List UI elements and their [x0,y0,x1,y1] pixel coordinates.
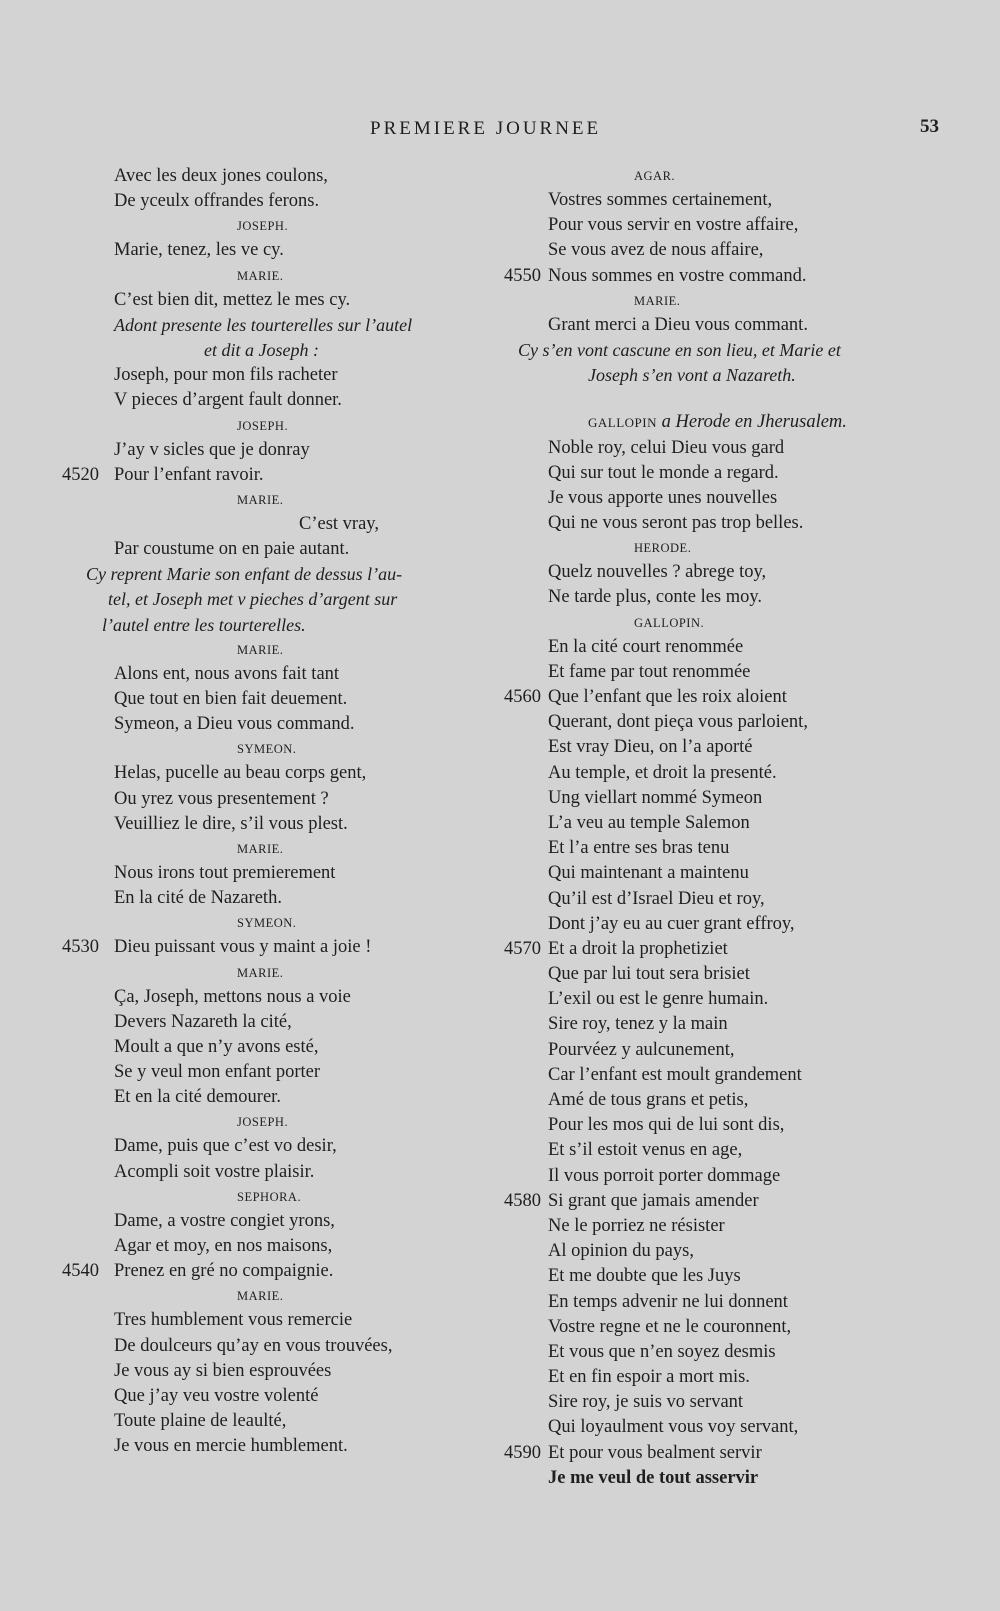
verse-text: Ung viellart nommé Symeon [548,787,763,808]
verse-line [506,635,926,660]
stage-direction-text: l’autel entre les tourterelles. [102,614,306,635]
verse-line [506,1264,926,1289]
verse-text: Qui maintenant a maintenu [548,863,749,884]
verse-text: Marie, tenez, les ve cy. [114,240,284,261]
verse-text: Pourvéez y aulcunement, [548,1039,735,1060]
line-number: 4580 [504,1190,541,1211]
verse-line [506,1164,926,1189]
verse-text: Vostres sommes certainement, [548,190,773,210]
verse-text: Et l’a entre ses bras tenu [548,838,730,859]
speaker-name [62,488,482,512]
verse-line [62,164,482,189]
verse-line [506,1138,926,1163]
speaker-label: GALLOPIN [588,415,657,431]
stage-direction-text: tel, et Joseph met v pieches d’argent sur [108,589,398,610]
verse-line [62,1308,482,1333]
verse-text: C’est vray, [299,513,379,534]
speaker-label: AGAR. [634,169,676,183]
verse-line [62,687,482,712]
stage-direction [506,338,926,363]
verse-text: Dame, a vostre congiet yrons, [114,1210,335,1231]
verse-text: Nous sommes en vostre command. [548,265,807,286]
stage-direction [62,313,482,338]
verse-text: Symeon, a Dieu vous command. [114,714,355,735]
verse-line [62,935,482,960]
speaker-label: MARIE. [237,1289,284,1304]
verse-text: Et pour vous bealment servir [548,1442,762,1463]
stage-direction [62,613,482,638]
line-number: 4560 [504,687,541,707]
verse-line [506,436,926,461]
verse-line [506,188,926,213]
verse-text: Ça, Joseph, mettons nous a voie [114,986,351,1007]
scene-heading [506,410,926,435]
speaker-label: JOSEPH. [237,1115,289,1130]
verse-line [62,1384,482,1409]
verse-text: Et vous que n’en soyez desmis [548,1341,776,1362]
verse-line [506,486,926,511]
speaker-label: MARIE. [237,268,284,283]
speaker-name [62,961,482,985]
line-number: 4590 [504,1442,541,1463]
verse-line [506,811,926,836]
verse-text: L’exil ou est le genre humain. [548,989,769,1010]
verse-line [62,1334,482,1359]
verse-line [506,710,926,735]
verse-line [62,861,482,886]
stage-direction [62,587,482,612]
verse-line [62,1085,482,1110]
verse-line [506,1113,926,1138]
verse-line [62,1010,482,1035]
verse-text: Nous irons tout premierement [114,862,336,883]
verse-line [62,288,482,313]
verse-text: Toute plaine de leaulté, [114,1411,287,1432]
verse-text: Qui ne vous seront pas trop belles. [548,513,804,534]
verse-line [506,861,926,886]
verse-text: Ne tarde plus, conte les moy. [548,587,763,608]
speaker-label: MARIE. [237,492,284,507]
verse-text: Amé de tous grans et petis, [548,1090,749,1110]
verse-line [506,685,926,710]
verse-line [62,1209,482,1234]
verse-text: Al opinion du pays, [548,1241,694,1262]
page-number: 53 [920,116,939,137]
verse-text: Querant, dont pieça vous parloient, [548,712,808,733]
running-header: PREMIERE JOURNEE [370,118,602,139]
verse-text: Tres humblement vous remercie [114,1310,353,1331]
verse-text: Je vous en mercie humblement. [114,1436,348,1457]
speaker-name [62,1185,482,1209]
verse-line [62,1060,482,1085]
speaker-name [62,264,482,288]
verse-text: Pour les mos qui de lui sont dis, [548,1115,785,1136]
verse-text: En la cité court renommée [548,636,744,657]
verse-text: Veuilliez le dire, s’il vous plest. [114,813,348,834]
verse-text: Et s’il estoit venus en age, [548,1140,743,1161]
verse-line [506,264,926,289]
verse-text: Je me veul de tout asservir [548,1467,759,1488]
speaker-name [62,911,482,935]
verse-line [506,1189,926,1214]
verse-line [506,887,926,912]
line-number: 4570 [504,938,541,959]
verse-line [62,761,482,786]
verse-text: Que j’ay veu vostre volenté [114,1385,319,1406]
verse-line [62,1409,482,1434]
stage-direction [506,363,926,388]
verse-line [506,836,926,861]
verse-text: Joseph, pour mon fils racheter [114,365,338,386]
verse-text: Vostre regne et ne le couronnent, [548,1316,792,1337]
line-number: 4540 [62,1261,99,1282]
speaker-name [506,164,926,188]
verse-line [62,388,482,413]
stage-direction [62,562,482,587]
speaker-name [62,837,482,861]
verse-text: Sire roy, je suis vo servant [548,1392,744,1413]
verse-text: Dieu puissant vous y maint a joie ! [114,937,372,958]
verse-line [506,786,926,811]
verse-text: Et en fin espoir a mort mis. [548,1367,750,1388]
verse-text: Se vous avez de nous affaire, [548,240,764,261]
verse-text: Grant merci a Dieu vous commant. [548,314,808,335]
verse-text: En temps advenir ne lui donnent [548,1291,788,1312]
verse-line [506,987,926,1012]
verse-text: Est vray Dieu, on l’a aporté [548,737,753,758]
verse-line [506,1365,926,1390]
verse-line [506,313,926,338]
verse-line [506,1088,926,1113]
verse-text: Et en la cité demourer. [114,1087,281,1108]
speaker-name [62,214,482,238]
verse-text: Je vous apporte unes nouvelles [548,487,778,508]
speaker-name [62,1110,482,1134]
speaker-name [506,536,926,560]
verse-line [506,585,926,610]
verse-line [506,660,926,685]
speaker-name [62,414,482,438]
verse-line [506,461,926,486]
verse-line [62,463,482,488]
verse-line [506,1290,926,1315]
verse-line [62,438,482,463]
verse-line [506,1390,926,1415]
line-number: 4530 [62,937,99,958]
verse-line [62,189,482,214]
verse-line [62,1160,482,1185]
verse-line [506,560,926,585]
verse-text: L’a veu au temple Salemon [548,812,750,833]
stage-direction [62,338,482,363]
verse-text: Ne le porriez ne résister [548,1215,725,1236]
speaker-label: SEPHORA. [237,1189,302,1204]
verse-line [62,787,482,812]
verse-text: C’est bien dit, mettez le mes cy. [114,289,351,310]
verse-line [506,1214,926,1239]
speaker-label: MARIE. [237,965,284,980]
verse-text: Par coustume on en paie autant. [114,539,350,560]
stage-direction-text: Cy s’en vont cascune en son lieu, et Marie et [518,339,841,360]
verse-line [62,1259,482,1284]
verse-line [62,537,482,562]
verse-line [62,985,482,1010]
verse-text: Acompli soit vostre plaisir. [114,1161,315,1182]
verse-text: En la cité de Nazareth. [114,888,282,909]
speaker-name [62,638,482,662]
left-column [62,164,482,1460]
verse-line [62,662,482,687]
verse-text: Alons ent, nous avons fait tant [114,663,340,684]
stage-direction-text: Cy reprent Marie son enfant de dessus l’au- [86,564,403,585]
verse-text: Et fame par tout renommée [548,661,751,682]
speaker-label: MARIE. [237,841,284,856]
verse-line [62,886,482,911]
verse-text: De yceulx offrandes ferons. [114,191,320,212]
verse-text: Moult a que n’y avons esté, [114,1036,319,1057]
verse-text: Au temple, et droit la presenté. [548,762,777,783]
verse-line [506,761,926,786]
verse-text: Si grant que jamais amender [548,1190,759,1211]
verse-line [506,735,926,760]
line-number: 4550 [504,265,541,286]
speaker-label: HERODE. [634,541,692,556]
verse-line [62,1359,482,1384]
verse-line [62,1134,482,1159]
verse-line [506,962,926,987]
speaker-name [506,611,926,635]
verse-text: Pour l’enfant ravoir. [114,464,264,485]
verse-line [506,1239,926,1264]
verse-line [62,238,482,263]
speaker-label: JOSEPH. [237,418,289,433]
speaker-label: MARIE. [634,293,681,308]
verse-text: Avec les deux jones coulons, [114,166,328,186]
speaker-label: SYMEON. [237,916,297,931]
verse-text: De doulceurs qu’ay en vous trouvées, [114,1335,393,1356]
speaker-label: SYMEON. [237,742,297,757]
verse-text: Quelz nouvelles ? abrege toy, [548,562,767,583]
verse-text: Pour vous servir en vostre affaire, [548,215,799,236]
verse-line [62,1434,482,1459]
verse-text: Et me doubte que les Juys [548,1266,741,1287]
right-column [506,164,926,1491]
verse-line [506,937,926,962]
verse-text: Et a droit la prophetiziet [548,938,728,959]
verse-line [62,1234,482,1259]
verse-line [62,512,482,537]
verse-text: Car l’enfant est moult grandement [548,1064,802,1085]
verse-text: Que l’enfant que les roix aloient [548,687,787,707]
verse-text: Agar et moy, en nos maisons, [114,1236,333,1256]
verse-text: Noble roy, celui Dieu vous gard [548,437,785,458]
blank-line [506,388,926,410]
stage-direction: a Herode en Jherusalem. [661,412,847,433]
verse-text: Ou yrez vous presentement ? [114,788,329,809]
verse-line [62,812,482,837]
verse-line [506,511,926,536]
verse-line [62,712,482,737]
verse-line [506,1038,926,1063]
verse-line [506,1415,926,1440]
verse-text: Que par lui tout sera brisiet [548,964,750,985]
speaker-label: JOSEPH. [237,219,289,234]
verse-text: V pieces d’argent fault donner. [114,390,342,411]
speaker-label: MARIE. [237,642,284,657]
verse-text: Dont j’ay eu au cuer grant effroy, [548,913,795,934]
verse-line [62,1035,482,1060]
verse-text: Qu’il est d’Israel Dieu et roy, [548,888,765,909]
verse-line [506,238,926,263]
verse-line [506,1315,926,1340]
verse-text: Sire roy, tenez y la main [548,1014,728,1035]
line-number: 4520 [62,464,99,485]
verse-line [506,213,926,238]
verse-text: Helas, pucelle au beau corps gent, [114,763,367,784]
speaker-name [62,1284,482,1308]
stage-direction-text: Joseph s’en vont a Nazareth. [588,365,796,386]
verse-line [506,1012,926,1037]
verse-text: J’ay v sicles que je donray [114,439,310,460]
speaker-name [62,737,482,761]
stage-direction-text: Adont presente les tourterelles sur l’autel [114,314,413,335]
scene-heading-text [588,410,847,435]
verse-text: Dame, puis que c’est vo desir, [114,1136,337,1157]
speaker-label: GALLOPIN. [634,615,705,630]
verse-text: Prenez en gré no compaignie. [114,1261,334,1282]
verse-line [506,1441,926,1466]
verse-text: Se y veul mon enfant porter [114,1062,321,1083]
verse-line [506,1063,926,1088]
verse-text: Il vous porroit porter dommage [548,1165,781,1186]
verse-text: Devers Nazareth la cité, [114,1011,292,1032]
verse-line [62,363,482,388]
verse-text: Je vous ay si bien esprouvées [114,1360,332,1381]
verse-line [506,1340,926,1365]
verse-line [506,912,926,937]
verse-text: Qui sur tout le monde a regard. [548,462,779,483]
verse-line [506,1466,926,1491]
speaker-name [506,289,926,313]
verse-text: Que tout en bien fait deuement. [114,689,348,709]
stage-direction-text: et dit a Joseph : [204,339,319,360]
verse-text: Qui loyaulment vous voy servant, [548,1417,799,1438]
